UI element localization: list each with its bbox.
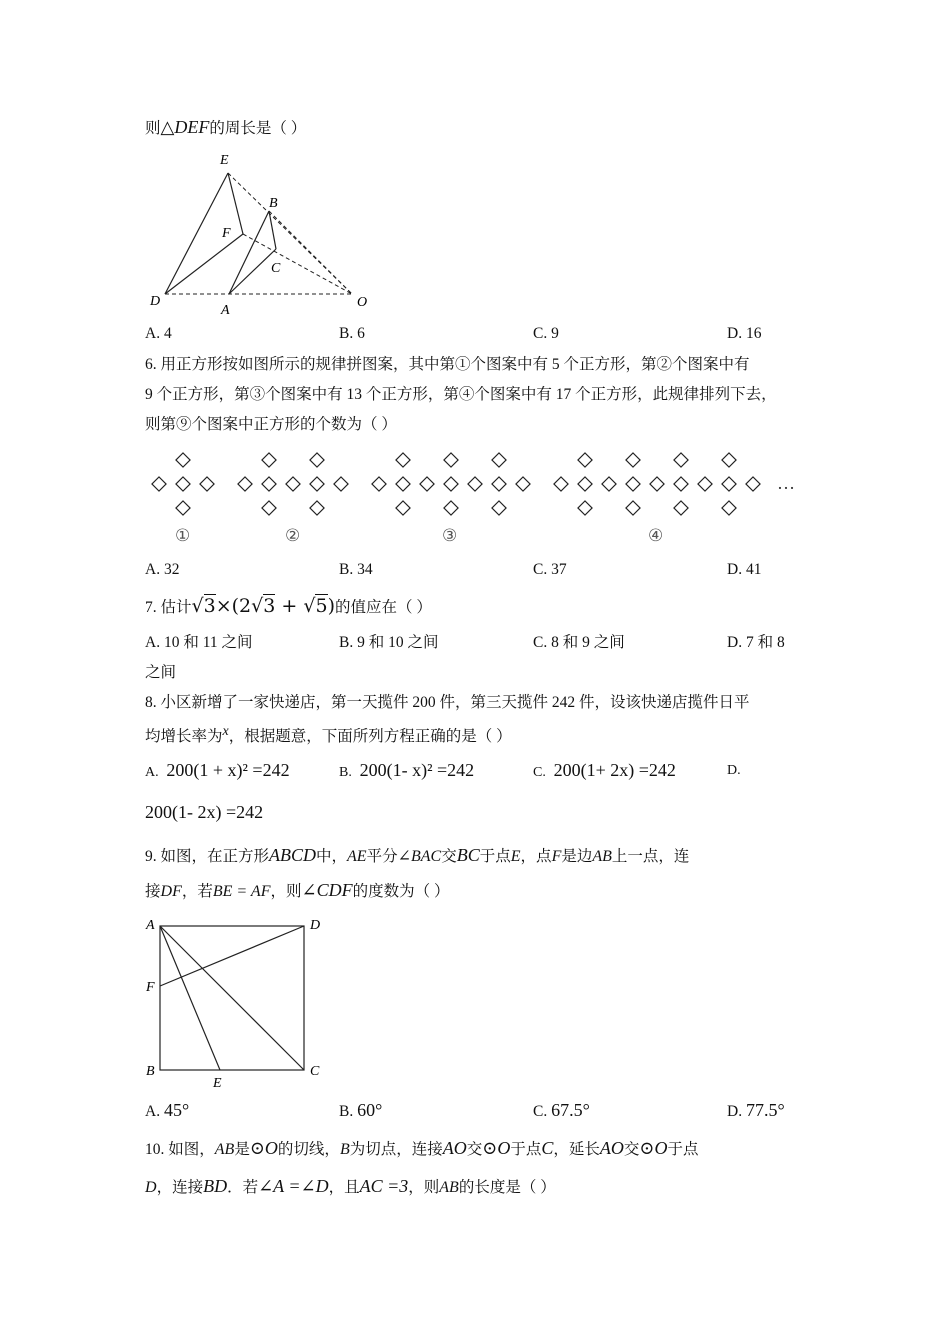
- q9-option-d: D. 77.5°: [727, 1100, 785, 1120]
- q7-option-c: C. 8 和 9 之间: [533, 634, 625, 651]
- q7-option-d: D. 7 和 8: [727, 634, 785, 651]
- q6-square-4-11: [626, 453, 640, 467]
- q6-line-3: 则第⑨个图案中正方形的个数为（ ）: [145, 416, 397, 433]
- q6-square-1-2: [200, 477, 214, 491]
- q9-line-2: 接DF，若BE = AF，则∠CDF的度数为（ ）: [145, 880, 450, 900]
- sqrt-sign: √: [303, 595, 316, 617]
- q6-square-4-16: [722, 501, 736, 515]
- q8-option-c: C. 200(1+ 2x) =242: [533, 760, 676, 780]
- q6-square-3-5: [492, 477, 506, 491]
- q6-square-3-7: [396, 453, 410, 467]
- q8-option-d-expr: 200(1- 2x) =242: [145, 802, 264, 822]
- q7-option-a: A. 10 和 11 之间: [145, 634, 253, 651]
- q6-square-4-1: [578, 477, 592, 491]
- q6-square-3-10: [444, 501, 458, 515]
- q6-line-2: 9 个正方形，第③个图案中有 13 个正方形，第④个图案中有 17 个正方形，此规律排列下去，: [145, 386, 777, 403]
- q6-square-4-13: [674, 453, 688, 467]
- q6-square-3-1: [396, 477, 410, 491]
- q9-label-b: B: [146, 1064, 155, 1079]
- q9-segment-df: [160, 926, 304, 986]
- q8-option-c-expr: 200(1+ 2x) =242: [553, 760, 676, 780]
- q6-square-4-5: [674, 477, 688, 491]
- q8-option-b-expr: 200(1- x)² =242: [359, 760, 475, 780]
- q6-square-1-3: [176, 453, 190, 467]
- q8-option-a: A. 200(1 + x)² =242: [145, 760, 290, 780]
- q6-square-2-8: [310, 501, 324, 515]
- q5-edge-de: [165, 173, 228, 294]
- q6-option-b: B. 34: [339, 561, 373, 578]
- q6-square-3-4: [468, 477, 482, 491]
- q6-square-4-0: [554, 477, 568, 491]
- q6-figure: [145, 448, 815, 550]
- q6-line-1: 6. 用正方形按如图所示的规律拼图案，其中第①个图案中有 5 个正方形，第②个图案中有: [145, 356, 750, 373]
- q6-square-3-8: [396, 501, 410, 515]
- q8-line-1: 8. 小区新增了一家快递店，第一天揽件 200 件，第三天揽件 242 件，设该快递店揽件日平: [145, 694, 750, 711]
- q8-option-a-expr: 200(1 + x)² =242: [166, 760, 290, 780]
- q5-label-a: A: [221, 303, 230, 318]
- q7-option-d-wrap: 之间: [145, 664, 177, 681]
- q6-square-4-3: [626, 477, 640, 491]
- q5-dash-bo: [269, 211, 352, 294]
- q5-option-a: A. 4: [145, 325, 172, 342]
- q6-option-d: D. 41: [727, 561, 762, 578]
- q6-square-1-0: [152, 477, 166, 491]
- q9-label-a: A: [146, 918, 155, 933]
- q7-expression: √3×(2√3 + √5): [191, 595, 335, 617]
- q5-option-d: D. 16: [727, 325, 762, 342]
- q9-diagonal-ac: [160, 926, 304, 1070]
- q8-option-b: B. 200(1- x)² =242: [339, 760, 475, 780]
- q5-label-c: C: [271, 261, 281, 276]
- q9-figure: [142, 912, 332, 1094]
- q5-edge-ca: [229, 249, 276, 294]
- q6-square-2-7: [310, 453, 324, 467]
- q6-label-3: ③: [442, 526, 458, 546]
- q6-square-1-4: [176, 501, 190, 515]
- q6-option-c: C. 37: [533, 561, 567, 578]
- q9-option-b: B. 60°: [339, 1100, 383, 1120]
- q6-square-4-2: [602, 477, 616, 491]
- q5-stem-math: △DEF: [160, 117, 210, 137]
- q5-figure: [140, 148, 380, 318]
- q9-option-a: A. 45°: [145, 1100, 190, 1120]
- q5-label-b: B: [269, 196, 278, 211]
- q6-square-3-12: [492, 501, 506, 515]
- q6-square-3-2: [420, 477, 434, 491]
- q6-square-4-15: [722, 453, 736, 467]
- q6-square-4-12: [626, 501, 640, 515]
- q6-square-4-14: [674, 501, 688, 515]
- q6-square-1-1: [176, 477, 190, 491]
- q6-option-a: A. 32: [145, 561, 180, 578]
- q5-option-c: C. 9: [533, 325, 559, 342]
- q5-dash-fo: [243, 234, 352, 294]
- q10-line-1: 10. 如图，AB是⊙O的切线，B为切点，连接AO交⊙O于点C，延长AO交⊙O于点: [145, 1138, 699, 1158]
- q5-label-d: D: [150, 294, 161, 309]
- q6-square-2-4: [334, 477, 348, 491]
- q6-ellipsis: …: [777, 473, 795, 493]
- q9-bisector-ae: [160, 926, 220, 1070]
- q9-label-f: F: [146, 980, 155, 995]
- q6-square-2-1: [262, 477, 276, 491]
- q6-square-2-5: [262, 453, 276, 467]
- q6-label-2: ②: [285, 526, 301, 546]
- q7-option-b: B. 9 和 10 之间: [339, 634, 439, 651]
- q5-edge-fd: [165, 234, 243, 294]
- q5-option-b: B. 6: [339, 325, 365, 342]
- q9-option-c: C. 67.5°: [533, 1100, 590, 1120]
- q6-square-4-7: [722, 477, 736, 491]
- q6-label-1: ①: [175, 526, 191, 546]
- q6-square-3-11: [492, 453, 506, 467]
- q6-square-2-6: [262, 501, 276, 515]
- q6-square-2-0: [238, 477, 252, 491]
- q6-square-3-0: [372, 477, 386, 491]
- q5-stem: 则△DEF的周长是（ ）: [145, 117, 307, 137]
- q5-edge-ab: [229, 211, 269, 294]
- q6-square-3-3: [444, 477, 458, 491]
- q6-square-4-10: [578, 501, 592, 515]
- q6-square-3-6: [516, 477, 530, 491]
- q5-edge-ef: [228, 173, 243, 234]
- q5-label-f: F: [222, 226, 231, 241]
- q6-label-4: ④: [648, 526, 664, 546]
- q6-square-2-3: [310, 477, 324, 491]
- q6-square-4-4: [650, 477, 664, 491]
- q6-patterns: [152, 453, 760, 515]
- q7-stem: 7. 估计√3×(2√3 + √5)的值应在（ ）: [145, 595, 432, 617]
- q6-square-4-8: [746, 477, 760, 491]
- q8-option-d: D.: [727, 763, 741, 778]
- q5-label-e: E: [220, 153, 229, 168]
- q9-label-e: E: [213, 1076, 222, 1091]
- sqrt-sign: √: [191, 595, 204, 617]
- q6-square-4-9: [578, 453, 592, 467]
- q6-square-4-6: [698, 477, 712, 491]
- q6-square-2-2: [286, 477, 300, 491]
- q9-label-d: D: [310, 918, 321, 933]
- q5-label-o: O: [357, 295, 368, 310]
- q10-line-2: D，连接BD．若∠A =∠D，且AC =3，则AB的长度是（ ）: [145, 1176, 556, 1196]
- q9-line-1: 9. 如图，在正方形ABCD中，AE平分∠BAC交BC于点E，点F是边AB上一点，连: [145, 845, 690, 865]
- sqrt-sign: √: [251, 595, 264, 617]
- q9-label-c: C: [310, 1064, 320, 1079]
- q6-square-3-9: [444, 453, 458, 467]
- q8-line-2: 均增长率为$^x$，根据题意，下面所列方程正确的是（ ）: [145, 724, 512, 746]
- q8-var-x: x: [222, 724, 229, 739]
